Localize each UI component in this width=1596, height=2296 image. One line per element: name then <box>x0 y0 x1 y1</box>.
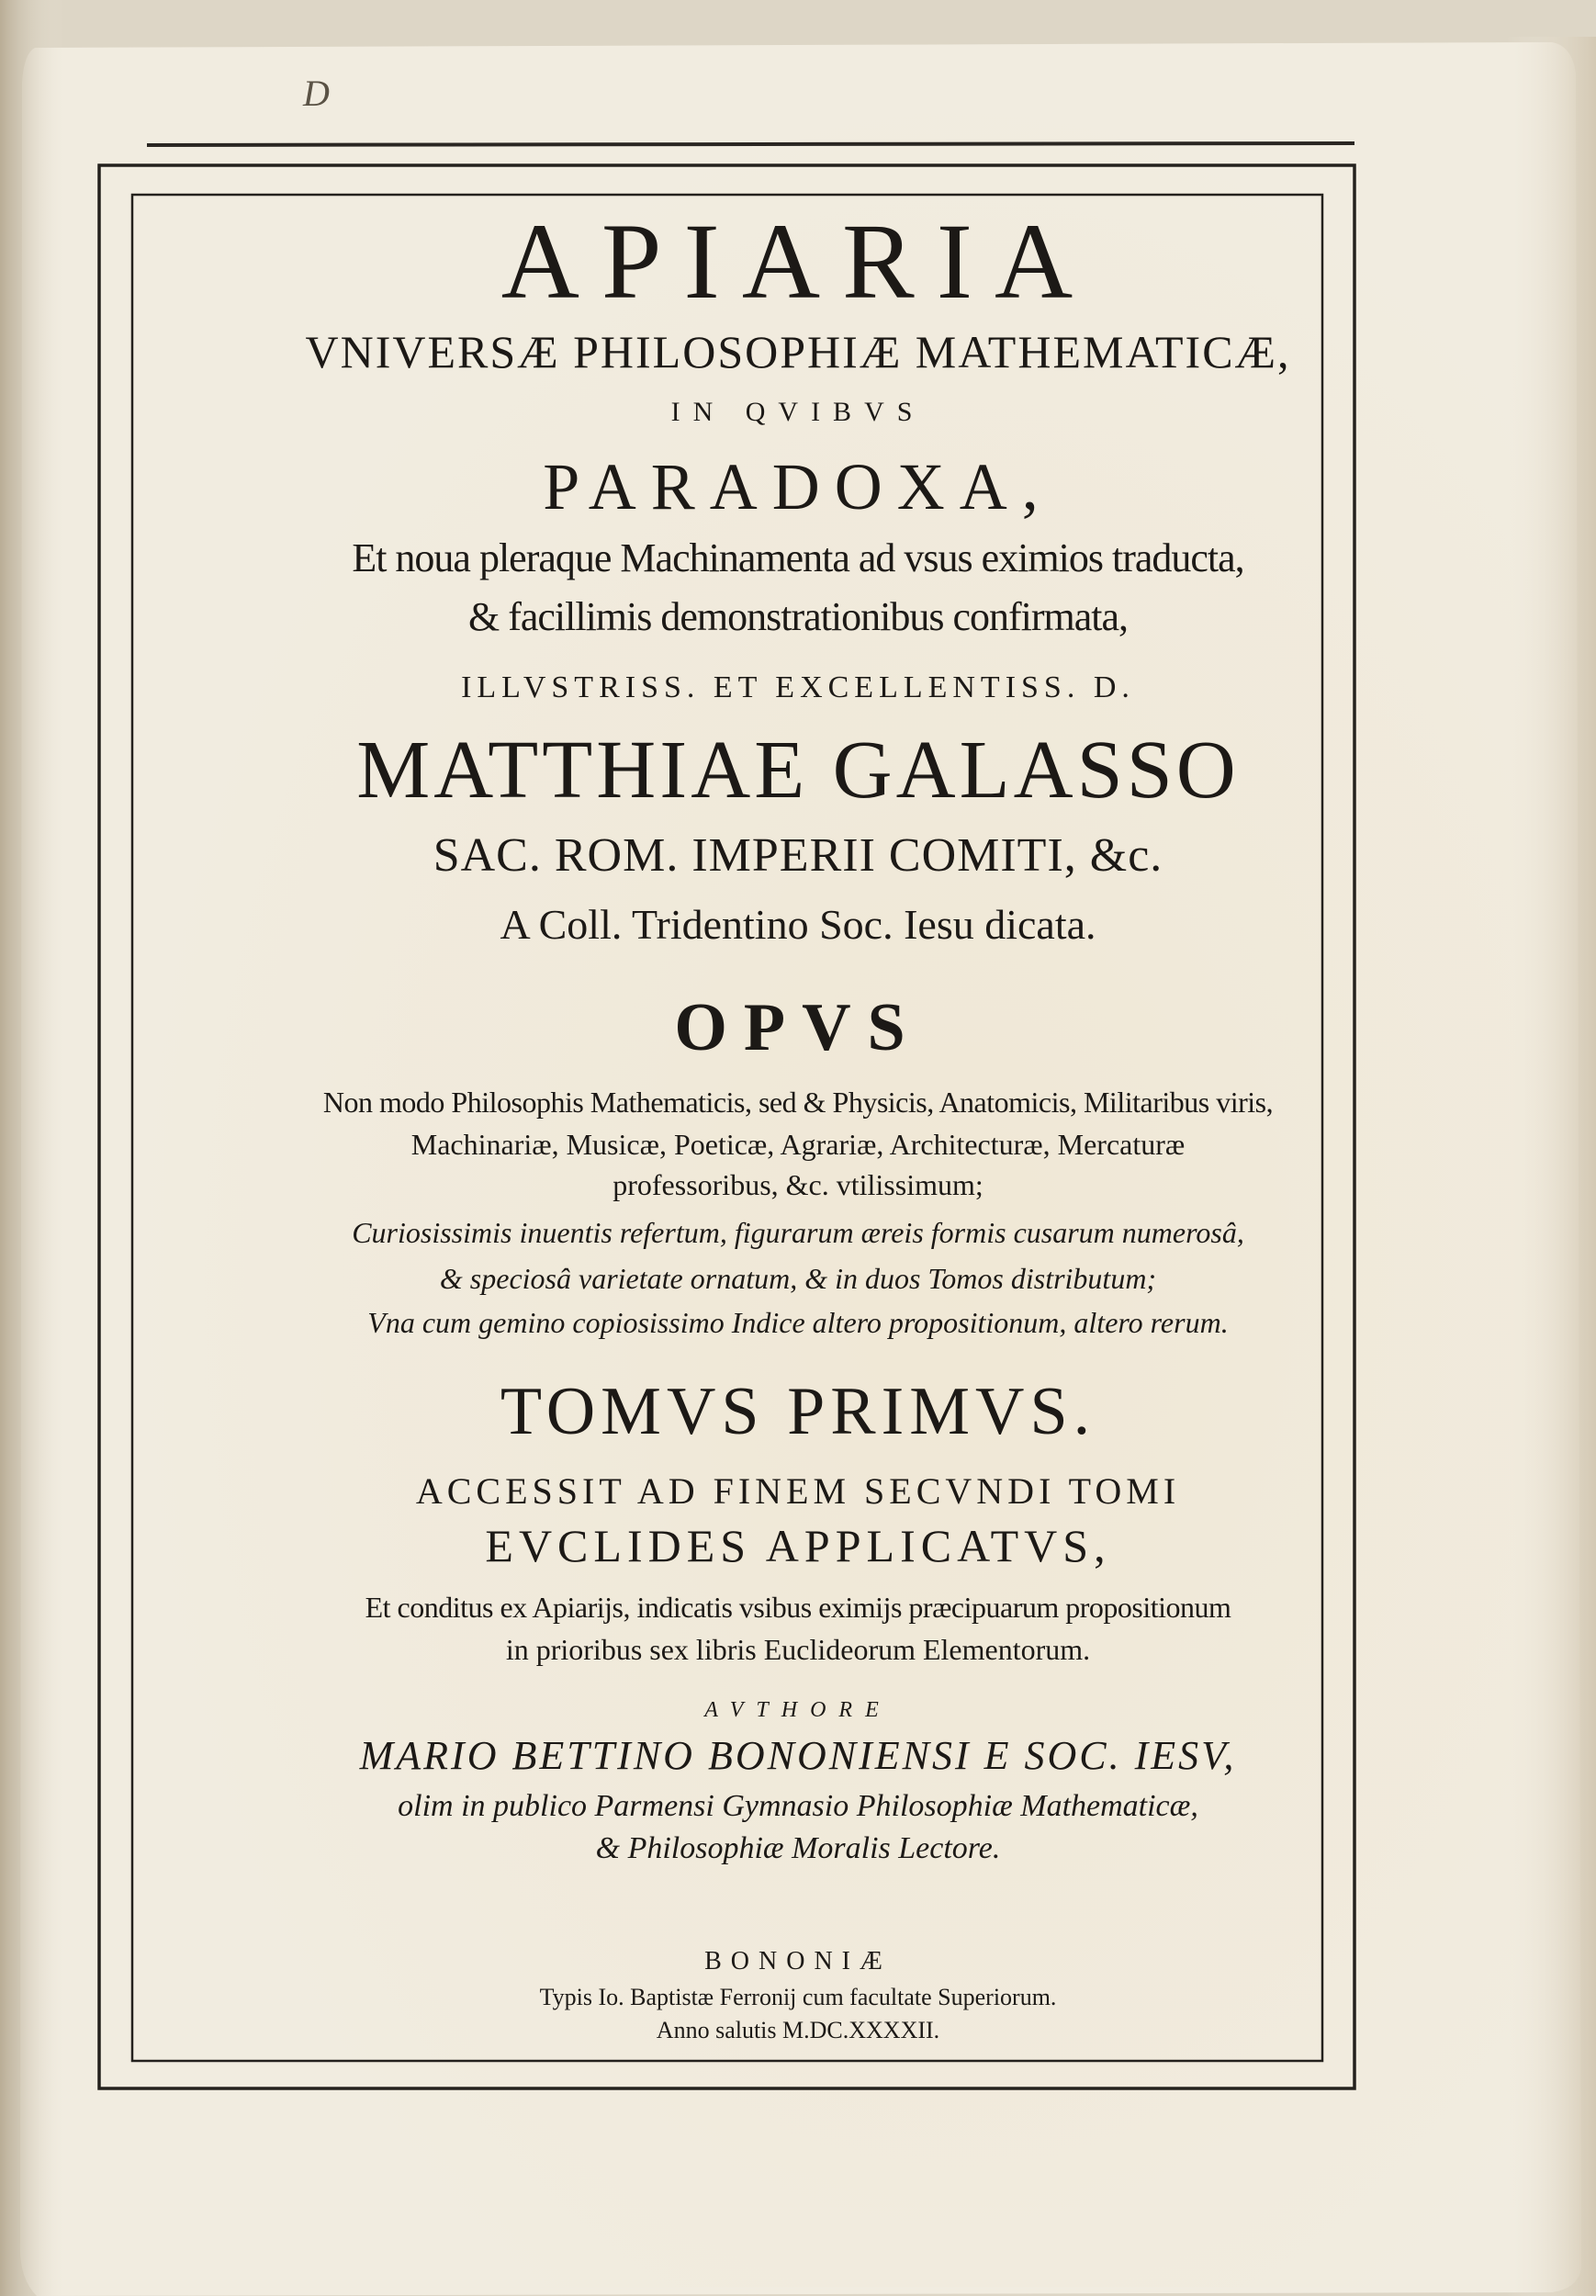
imprint-year: Anno salutis M.DC.XXXXII. <box>656 2017 940 2043</box>
usefulness-line-2: Machinariæ, Musicæ, Poeticæ, Agrariæ, Architecturæ, Mercaturæ <box>410 1128 1186 1161</box>
conditus-line-2: in prioribus sex libris Euclideorum Elementorum. <box>505 1633 1091 1666</box>
dedication-line: ILLVSTRISS. ET EXCELLENTISS. D. <box>461 670 1135 704</box>
paradoxa: PARADOXA, <box>543 450 1053 523</box>
author-role-1: olim in publico Parmensi Gymnasio Philosophiæ Mathematicæ, <box>398 1789 1198 1823</box>
accessit-line: ACCESSIT AD FINEM SECVNDI TOMI <box>415 1470 1181 1512</box>
opus-heading: OPVS <box>674 990 922 1065</box>
volume-heading: TOMVS PRIMVS. <box>500 1374 1096 1449</box>
euclides-line: EVCLIDES APPLICATVS, <box>485 1520 1111 1571</box>
authore-label: AVTHORE <box>704 1698 892 1722</box>
dedicated-by: A Coll. Tridentino Soc. Iesu dicata. <box>500 901 1096 948</box>
main-title: APIARIA <box>500 201 1096 321</box>
italic-line-3: Vna cum gemino copiosissimo Indice altero propositionum, altero rerum. <box>367 1306 1229 1339</box>
imprint-printer: Typis Io. Baptistæ Ferronij cum facultate Superiorum. <box>539 1984 1057 2010</box>
usefulness-line-1: Non modo Philosophis Mathematicis, sed & Physicis, Anatomicis, Militaribus viris, <box>322 1086 1274 1119</box>
patron-title: SAC. ROM. IMPERII COMITI, &c. <box>433 829 1163 882</box>
description-line-2: & facillimis demonstrationibus confirmata, <box>467 594 1129 639</box>
author-name: MARIO BETTINO BONONIENSI E SOC. IESV, <box>359 1733 1237 1778</box>
italic-line-1: Curiosissimis inuentis refertum, figurarum æreis formis cusarum numerosâ, <box>352 1216 1244 1249</box>
in-quibus: IN QVIBVS <box>670 397 926 427</box>
subtitle: VNIVERSÆ PHILOSOPHIÆ MATHEMATICÆ, <box>305 326 1291 377</box>
top-rule <box>147 143 1354 145</box>
patron-name: MATTHIAE GALASSO <box>356 725 1240 816</box>
author-role-2: & Philosophiæ Moralis Lectore. <box>595 1831 1001 1865</box>
conditus-line-1: Et conditus ex Apiarijs, indicatis vsibus eximijs præcipuarum propositionum <box>365 1591 1231 1624</box>
description-line-1: Et noua pleraque Machinamenta ad vsus eximios traducta, <box>352 535 1244 580</box>
corner-mark: D <box>303 73 330 114</box>
imprint-city: BONONIÆ <box>704 1947 892 1975</box>
italic-line-2: & speciosâ varietate ornatum, & in duos Tomos distributum; <box>439 1262 1157 1295</box>
usefulness-line-3: professoribus, &c. vtilissimum; <box>613 1168 983 1201</box>
